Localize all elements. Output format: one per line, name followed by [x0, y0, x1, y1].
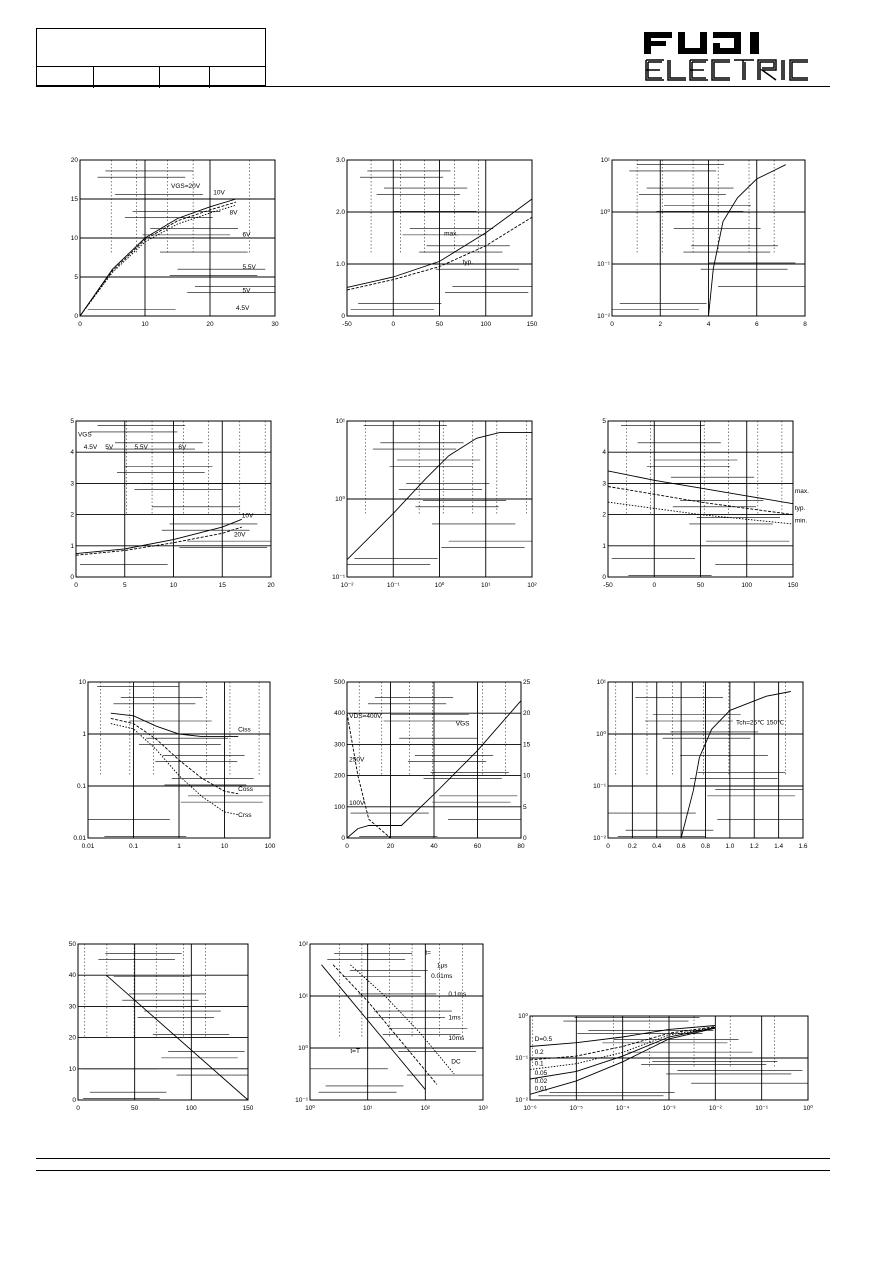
gate-threshold-vs-temperature-chart	[602, 418, 809, 589]
x-tick-label: 0.6	[676, 843, 686, 850]
chart-annotation: t=T	[350, 1048, 360, 1056]
transient-thermal-impedance-chart	[515, 1013, 813, 1112]
y-tick-label: 40	[68, 972, 76, 980]
x-tick-label: -50	[342, 321, 352, 328]
chart-annotation: typ.	[462, 259, 474, 266]
y-tick-label: 10	[78, 679, 86, 686]
chart-annotation: 5.5V	[134, 444, 148, 452]
chart-annotation: 4.5V	[236, 304, 250, 312]
x-tick-label: 1.0	[725, 843, 735, 850]
y-tick-label: 10¹	[600, 157, 610, 164]
x-tick-label: 20	[267, 582, 275, 589]
chart-annotation: 6V	[242, 231, 251, 239]
x-tick-label: 50	[131, 1105, 139, 1112]
chart-annotation: 0.01ms	[431, 972, 453, 980]
y-tick-label: 10⁰	[518, 1013, 528, 1020]
chart-annotation: Ciss	[238, 726, 251, 734]
x-tick-label: 150	[526, 321, 538, 328]
y-tick-label: 100	[334, 803, 345, 811]
y-tick-label: 10⁰	[335, 496, 345, 503]
x-tick-label: 80	[517, 843, 525, 850]
x-tick-label: 50	[435, 321, 444, 328]
capacitance-vs-drain-voltage-chart	[73, 679, 276, 850]
x-tick-label: 5	[122, 582, 127, 589]
y-tick-label: 2	[70, 511, 74, 519]
chart-annotation: 6V	[178, 444, 187, 452]
chart-annotation: max.	[794, 487, 809, 495]
x-tick-label: 10²	[527, 582, 537, 589]
chart-annotation: 250V	[349, 756, 365, 764]
x-tick-label: 1.6	[798, 843, 808, 850]
safe-operating-area-chart	[295, 941, 488, 1112]
drain-current-vs-gate-voltage-chart	[597, 157, 807, 328]
y-tick-label: 0	[602, 574, 606, 581]
chart-annotation: 10ms	[448, 1035, 465, 1043]
x-tick-label: 0.8	[700, 843, 711, 850]
y-tick-label: 30	[68, 1003, 76, 1011]
x-tick-label: 100	[741, 582, 753, 589]
y-tick-label: 500	[334, 679, 345, 686]
y-tick-label: 20	[68, 1034, 76, 1042]
x-tick-label: 20	[386, 843, 395, 850]
y-tick-label: 10⁻¹	[597, 261, 610, 268]
drain-current-vs-drain-voltage-chart	[70, 157, 279, 328]
fuji-electric-logo	[638, 30, 828, 84]
y-tick-label: 0	[341, 313, 345, 320]
x-tick-label: 10⁻⁴	[615, 1105, 630, 1112]
x-tick-label: 10	[141, 321, 149, 328]
on-resistance-vs-drain-current-chart	[70, 418, 275, 589]
y-tick-label: 3	[70, 480, 74, 488]
x-tick-label: 10⁻²	[340, 582, 354, 589]
y-tick-label: 10	[68, 1065, 76, 1073]
chart-annotation: 0.2	[534, 1049, 544, 1057]
chart-annotation: 1ms	[448, 1014, 461, 1022]
y-tick-label: 0	[74, 313, 78, 320]
chart-annotation: 10V	[213, 189, 225, 197]
x-tick-label: 10¹	[362, 1105, 373, 1112]
x-tick-label: 0.1	[128, 843, 139, 850]
chart-annotation: Crss	[238, 812, 252, 820]
y-tick-label: 2.0	[335, 209, 345, 216]
chart-annotation: 4.5V	[83, 444, 98, 452]
header-cell-divider	[93, 67, 94, 88]
series-line	[80, 199, 236, 316]
x-tick-label: 4	[706, 321, 711, 328]
y-tick-label: 10²	[298, 941, 308, 948]
chart-annotation: 0.1	[534, 1060, 544, 1068]
x-tick-label: 10⁻⁶	[523, 1105, 537, 1112]
chart-annotation: 0.1ms	[448, 991, 467, 998]
x-tick-label: 0.2	[627, 843, 637, 850]
x-tick-label: 10⁻²	[708, 1105, 722, 1112]
y2-tick-label: 15	[523, 741, 531, 749]
x-tick-label: 10⁻¹	[386, 582, 400, 589]
y-tick-label: 200	[334, 772, 345, 780]
y-tick-label: 5	[74, 274, 78, 281]
x-tick-label: 1.4	[774, 843, 784, 850]
x-tick-label: 10⁰	[434, 582, 445, 589]
series-line	[333, 965, 437, 1085]
chart-annotation: min.	[794, 517, 808, 525]
y2-tick-label: 25	[523, 679, 531, 686]
y2-tick-label: 20	[523, 710, 531, 718]
x-tick-label: 100	[480, 321, 492, 328]
x-tick-label: 150	[242, 1105, 254, 1112]
series-line	[322, 965, 426, 1090]
chart-annotation: VGS=20V	[171, 183, 201, 191]
gate-charge-chart	[334, 679, 531, 850]
y-tick-label: 400	[334, 710, 345, 718]
y-tick-label: 10⁰	[596, 731, 606, 738]
y-tick-label: 300	[334, 741, 345, 749]
footer-rule	[36, 1158, 830, 1159]
y-tick-label: 10⁻¹	[295, 1097, 308, 1104]
chart-annotation: 5V	[242, 287, 251, 295]
chart-annotation: DC	[451, 1058, 461, 1066]
header-cell-divider	[209, 67, 210, 88]
y-tick-label: 0	[341, 835, 345, 842]
x-tick-label: 10¹	[481, 582, 491, 589]
chart-annotation: VGS	[77, 431, 92, 439]
y-tick-label: 4	[70, 449, 74, 457]
y-tick-label: 0.1	[76, 783, 86, 790]
footer-rule	[36, 1170, 830, 1171]
chart-annotation: Tch=25℃ 150℃	[735, 719, 785, 727]
y2-tick-label: 10	[523, 772, 531, 780]
x-tick-label: 0	[606, 843, 610, 850]
series-line	[111, 724, 238, 815]
x-tick-label: 20	[206, 321, 214, 328]
y-tick-label: 1.0	[335, 261, 345, 268]
x-tick-label: 10⁰	[803, 1105, 813, 1112]
y-tick-label: 2	[602, 511, 606, 519]
chart-annotation: VGS	[455, 720, 470, 728]
series-line	[80, 202, 236, 316]
x-tick-label: 100	[185, 1105, 197, 1112]
x-tick-label: 10²	[420, 1105, 431, 1112]
y-tick-label: 10¹	[298, 993, 308, 1000]
series-line	[681, 692, 791, 839]
x-tick-label: 30	[271, 321, 279, 328]
y-tick-label: 10⁻¹	[332, 574, 345, 581]
chart-annotation: 0.02	[534, 1077, 548, 1085]
chart-annotation: Coss	[238, 786, 253, 794]
power-dissipation-vs-temperature-chart	[68, 941, 254, 1112]
x-tick-label: 0.4	[652, 843, 662, 850]
x-tick-label: 1.2	[749, 843, 759, 850]
chart-annotation: t=	[425, 949, 431, 957]
chart-annotation: VDS=400V	[349, 712, 382, 720]
header-cell-divider	[159, 67, 160, 88]
header-table	[36, 28, 266, 86]
y2-tick-label: 0	[523, 835, 527, 842]
x-tick-label: 6	[754, 321, 759, 328]
x-tick-label: 50	[696, 582, 705, 589]
x-tick-label: 2	[658, 321, 663, 328]
y-tick-label: 10	[70, 235, 78, 242]
y-tick-label: 10⁰	[600, 209, 610, 216]
y-tick-label: 10⁻²	[593, 835, 606, 842]
x-tick-label: 10⁻¹	[755, 1105, 769, 1112]
chart-annotation: 0.01	[534, 1085, 548, 1093]
plot-frame	[78, 944, 248, 1100]
chart-annotation: 8V	[229, 209, 238, 217]
on-resistance-vs-temperature-chart	[335, 157, 538, 328]
x-tick-label: 0	[78, 321, 82, 328]
y-tick-label: 1	[82, 731, 86, 738]
series-line	[350, 965, 454, 1074]
x-tick-label: 0	[76, 1105, 80, 1112]
x-tick-label: 150	[787, 582, 799, 589]
y-tick-label: 5	[602, 418, 606, 425]
x-tick-label: 40	[430, 843, 438, 850]
chart-annotation: 0.05	[534, 1070, 548, 1078]
chart-annotation: 1μs	[436, 962, 448, 970]
x-tick-label: 1	[177, 843, 181, 850]
y-tick-label: 10¹	[596, 679, 606, 686]
x-tick-label: 10⁰	[305, 1105, 315, 1112]
x-tick-label: 0	[74, 582, 78, 589]
chart-annotation: 5.5V	[242, 264, 256, 272]
series-line	[80, 205, 236, 316]
x-tick-label: 0	[345, 843, 349, 850]
x-tick-label: -50	[603, 582, 613, 589]
x-tick-label: 10³	[478, 1105, 488, 1112]
y-tick-label: 0.01	[73, 835, 86, 842]
y-tick-label: 10⁻²	[515, 1097, 528, 1104]
x-tick-label: 10⁻³	[662, 1105, 676, 1112]
y-tick-label: 10⁻²	[597, 313, 610, 320]
header-table-row	[37, 66, 265, 88]
x-tick-label: 0	[610, 321, 614, 328]
y-tick-label: 1	[602, 542, 606, 550]
x-tick-label: 60	[473, 843, 482, 850]
x-tick-label: 10⁻⁵	[569, 1105, 584, 1112]
chart-annotation: 5V	[105, 444, 114, 452]
transconductance-vs-drain-current-chart	[332, 418, 537, 589]
series-line	[76, 519, 242, 553]
y-tick-label: 3.0	[335, 157, 345, 164]
x-tick-label: 0	[391, 321, 396, 328]
x-tick-label: 15	[218, 582, 226, 589]
chart-annotation: typ.	[794, 504, 806, 512]
x-tick-label: 10	[220, 843, 229, 850]
y-tick-label: 15	[70, 196, 78, 203]
x-tick-label: 10	[169, 582, 178, 589]
diode-forward-current-chart	[593, 679, 808, 850]
chart-annotation: max.	[444, 230, 459, 238]
chart-annotation: 10V	[241, 512, 254, 520]
x-tick-label: 8	[803, 321, 807, 328]
y-tick-label: 1	[70, 542, 74, 550]
y-tick-label: 0	[70, 574, 74, 581]
y-tick-label: 10⁻¹	[593, 783, 606, 790]
x-tick-label: 0.01	[81, 843, 95, 850]
series-line	[709, 165, 786, 316]
y-tick-label: 0	[72, 1097, 76, 1104]
plot-frame	[310, 944, 483, 1100]
header-rule	[36, 86, 830, 87]
chart-annotation: 100V	[349, 800, 365, 808]
y-tick-label: 10⁻¹	[515, 1055, 528, 1062]
chart-annotation: D=0.5	[534, 1035, 553, 1043]
x-tick-label: 100	[264, 843, 276, 850]
y-tick-label: 10¹	[335, 418, 345, 425]
y-tick-label: 10⁰	[298, 1045, 308, 1052]
chart-annotation: 20V	[233, 531, 246, 539]
y2-tick-label: 5	[523, 803, 527, 811]
y-tick-label: 20	[70, 157, 78, 164]
y-tick-label: 5	[70, 418, 74, 425]
x-tick-label: 0	[652, 582, 657, 589]
y-tick-label: 3	[602, 480, 606, 488]
y-tick-label: 4	[602, 449, 606, 457]
y-tick-label: 50	[68, 941, 76, 948]
